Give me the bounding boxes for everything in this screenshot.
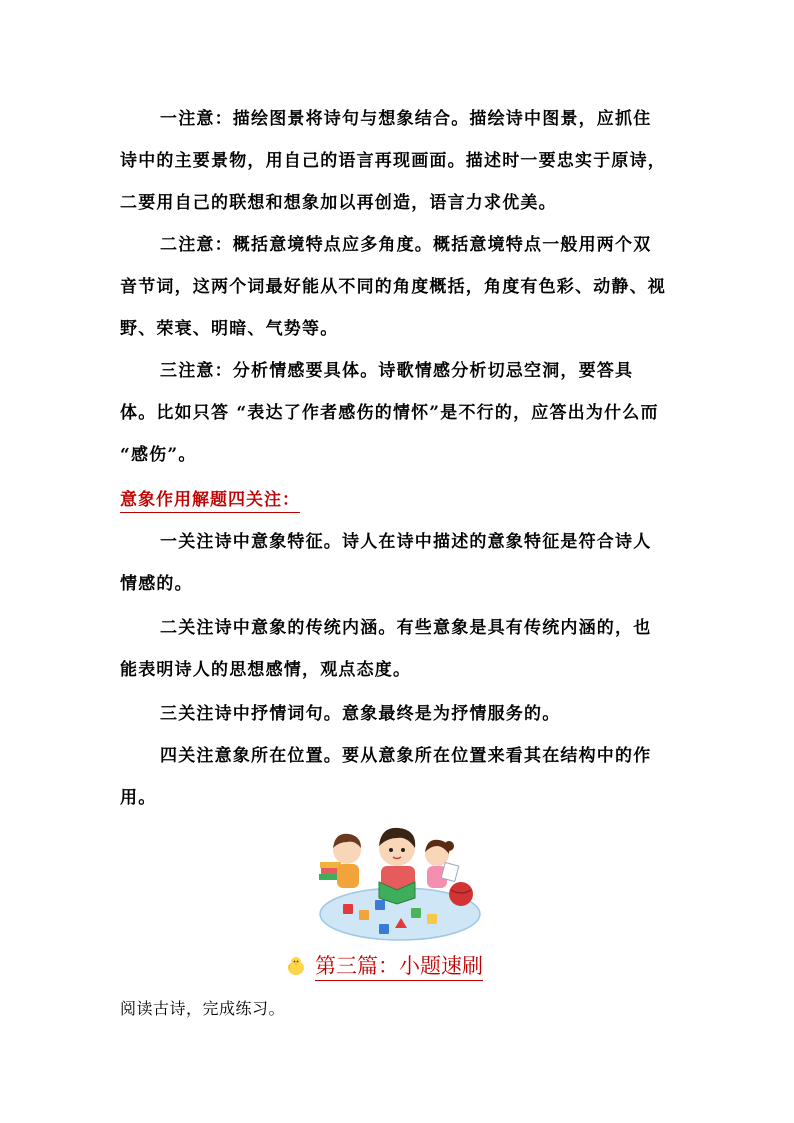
- note-paragraph-2: 二注意：概括意境特点应多角度。概括意境特点一般用两个双音节词，这两个词最好能从不同的角度概括，角度有色彩、动静、视野、荣衰、明暗、气势等。: [120, 235, 666, 339]
- children-reading-illustration: [315, 824, 485, 942]
- imagery-point-4: 四关注意象所在位置。要从意象所在位置来看其在结构中的作用。: [120, 746, 652, 808]
- exercise-instruction: 阅读古诗，完成练习。: [120, 999, 286, 1018]
- imagery-heading: [120, 479, 300, 521]
- note-paragraph-3: 三注意：分析情感要具体。诗歌情感分析切忌空洞，要答具体。比如只答 “表达了作者感伤的情怀”是不行的，应答出为什么而 “感伤”。: [120, 361, 659, 465]
- section-title: [285, 948, 483, 984]
- note-paragraph-1: 一注意：描绘图景将诗句与想象结合。描绘诗中图景，应抓住诗中的主要景物，用自己的语言再现画面。描述时一要忠实于原诗，二要用自己的联想和想象加以再创造，语言力求优美。: [120, 109, 666, 213]
- chick-icon: [285, 955, 307, 977]
- imagery-heading-text: 意象作用解题四关注：: [120, 490, 300, 513]
- imagery-point-3: 三关注诗中抒情词句。意象最终是为抒情服务的。: [160, 704, 561, 724]
- imagery-point-1: 一关注诗中意象特征。诗人在诗中描述的意象特征是符合诗人情感的。: [120, 532, 652, 594]
- section-title-text: 第三篇：小题速刷: [315, 952, 483, 981]
- imagery-point-2: 二关注诗中意象的传统内涵。有些意象是具有传统内涵的，也能表明诗人的思想感情，观点态度。: [120, 618, 652, 680]
